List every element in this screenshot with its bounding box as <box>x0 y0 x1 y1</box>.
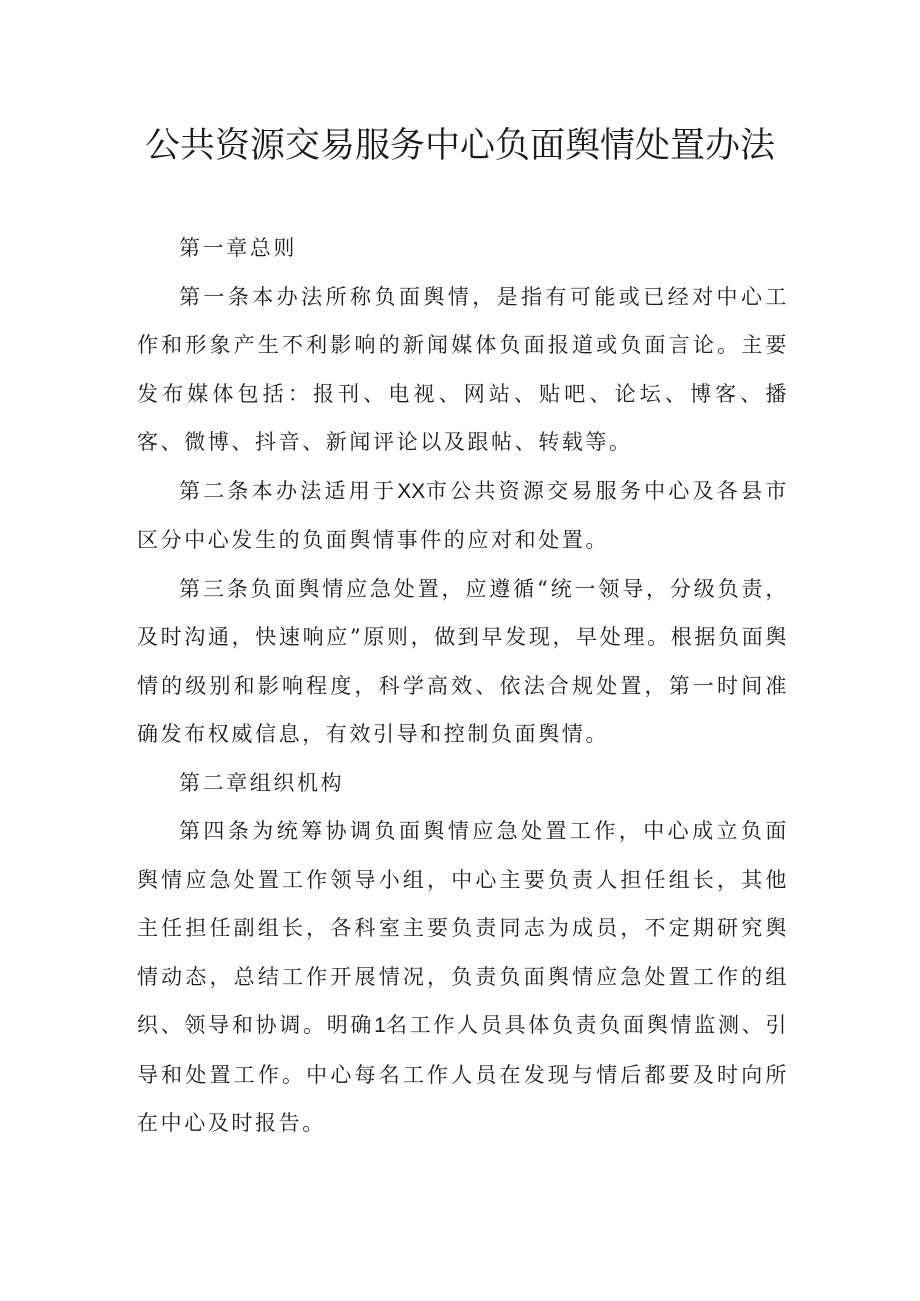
article-3-paragraph: 第三条负面舆情应急处置，应遵循“统一领导，分级负责，及时沟通，快速响应”原则，做到早发现，早处理。根据负面舆情的级别和影响程度，科学高效、依法合规处置，第一时间准确发布权威信息，有效引导和控制负面舆情。 <box>137 576 789 746</box>
article-4-paragraph <box>137 807 789 1148</box>
article-1-paragraph: 第一条本办法所称负面舆情，是指有可能或已经对中心工作和形象产生不利影响的新闻媒体负面报道或负面言论。主要发布媒体包括：报刊、电视、网站、贴吧、论坛、博客、播客、微博、抖音、新闻评论以及跟帖、转载等。 <box>137 284 789 454</box>
article-2-text-end: 市公共资源交易服务中心及各县市区分中心发生的负面舆情事件的应对和处置。 <box>137 478 790 552</box>
chapter-heading-general: 第一章总则 <box>179 236 297 260</box>
city-placeholder: XX <box>397 479 426 503</box>
staff-count: 1 <box>374 1014 386 1037</box>
chapter-heading-organization: 第二章组织机构 <box>179 770 345 795</box>
article-4-text-end: 名工作人员具体负责负面舆情监测、引导和处置工作。中心每名工作人员在发现与情后都要及时向所在中心及时报告。 <box>137 1013 789 1135</box>
article-2-paragraph <box>137 467 789 565</box>
article-4-text-start: 第四条为统筹协调负面舆情应急处置工作，中心成立负面舆情应急处置工作领导小组，中心主要负责人担任组长，其他主任担任副组长，各科室主要负责同志为成员，不定期研究舆情动态，总结工作开展情况，负责负面舆情应急处置工作的组织、领导和协调。明确 <box>137 819 789 1037</box>
document-body <box>137 224 789 1148</box>
document-title: 公共资源交易服务中心负面舆情处置办法 <box>144 126 775 166</box>
article-2-text-start: 第二条本办法适用于 <box>179 478 398 503</box>
